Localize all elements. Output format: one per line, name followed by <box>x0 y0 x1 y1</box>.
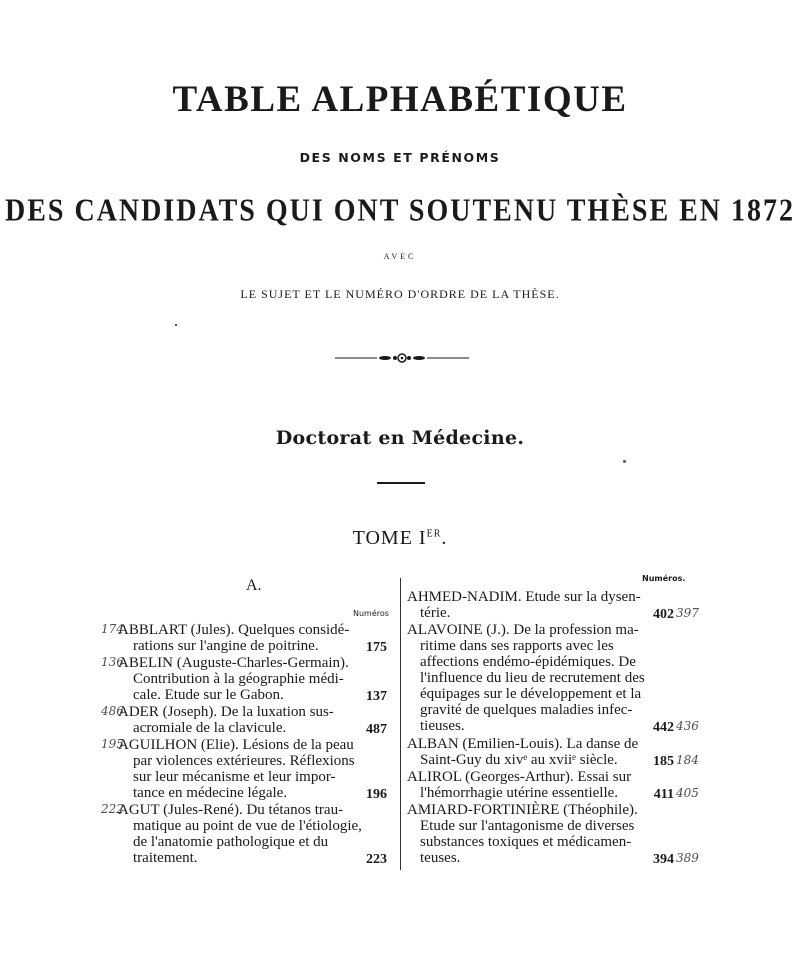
entry-line: tieuses. <box>420 718 465 734</box>
entry-line: ALBAN (Emilien-Louis). La danse de <box>407 736 639 752</box>
subtitle-names: DES NOMS ET PRÉNOMS <box>299 150 501 165</box>
thesis-number: 394 <box>653 852 674 867</box>
handwritten-number: 405 <box>676 786 699 800</box>
thesis-number: 175 <box>366 640 387 655</box>
entry-line: matique au point de vue de l'étiologie, <box>133 818 362 834</box>
handwritten-number: 174 <box>101 622 124 636</box>
thesis-number: 487 <box>366 722 387 737</box>
entry-line: affections endémo-épidémiques. De <box>420 654 636 670</box>
entry-line: cale. Etude sur le Gabon. <box>133 687 284 703</box>
entry-line: ADER (Joseph). De la luxation sus- <box>118 704 334 720</box>
entry-line: AGUILHON (Elie). Lésions de la peau <box>118 737 354 753</box>
entry-line: gravité de quelques maladies infec- <box>420 702 633 718</box>
entry-line: AGUT (Jules-René). Du tétanos trau- <box>118 802 344 818</box>
subject-line: LE SUJET ET LE NUMÉRO D'ORDRE DE LA THÈSE. <box>240 287 560 301</box>
print-dot <box>623 460 626 463</box>
entry-line: rations sur l'angine de poitrine. <box>133 638 319 654</box>
entry-line: l'hémorrhagie utérine essentielle. <box>420 785 619 801</box>
entry-line: ALAVOINE (J.). De la profession ma- <box>407 622 639 638</box>
thesis-number: 411 <box>653 787 674 802</box>
tome-superscript: ER <box>426 528 442 540</box>
column-divider <box>400 578 401 870</box>
entry-line: Contribution à la géographie médi- <box>133 671 344 687</box>
entry-line: sur leur mécanisme et leur impor- <box>133 769 336 785</box>
numeros-label-right: Numéros. <box>642 574 686 583</box>
thesis-number: 402 <box>653 607 674 622</box>
handwritten-number: 136 <box>101 655 124 669</box>
handwritten-number: 195 <box>101 737 124 751</box>
entry-line: AMIARD-FORTINIÈRE (Théophile). <box>407 802 638 818</box>
thesis-number: 442 <box>653 720 674 735</box>
thesis-number: 196 <box>366 787 387 802</box>
thesis-number: 137 <box>366 689 387 704</box>
handwritten-number: 184 <box>676 753 699 767</box>
ornament-divider <box>335 352 469 364</box>
entry-line: par violences extérieures. Réflexions <box>133 753 355 769</box>
entry-line: acromiale de la clavicule. <box>133 720 287 736</box>
tome-period: . <box>441 527 448 549</box>
avec-label: AVEC <box>383 252 417 261</box>
thesis-number: 223 <box>366 852 387 867</box>
tome-heading <box>0 527 800 550</box>
entry-line: de l'anatomie pathologique et du <box>133 834 329 850</box>
handwritten-number: 397 <box>676 606 699 620</box>
handwritten-number: 389 <box>676 851 699 865</box>
entry-line: térie. <box>420 605 451 621</box>
short-rule <box>377 482 425 484</box>
entry-line: ABBLART (Jules). Quelques considé- <box>118 622 350 638</box>
entry-line: teuses. <box>420 850 461 866</box>
numeros-label-left: Numéros <box>353 609 389 618</box>
entry-line: tance en médecine légale. <box>133 785 288 801</box>
entry-line: traitement. <box>133 850 198 866</box>
entry-line: l'influence du lieu de recrutement des <box>420 670 645 686</box>
entry-line: Saint-Guy du xivᵉ au xviiᵉ siècle. <box>420 752 618 768</box>
page-title: TABLE ALPHABÉTIQUE <box>172 79 628 120</box>
entry-line: AHMED-NADIM. Etude sur la dysen- <box>407 589 641 605</box>
letter-heading: A. <box>246 577 262 594</box>
tome-label: TOME I <box>352 527 427 549</box>
print-speck <box>175 324 177 326</box>
handwritten-number: 436 <box>676 719 699 733</box>
handwritten-number: 222 <box>101 802 124 816</box>
entry-line: équipages sur le développement et la <box>420 686 642 702</box>
entry-line: ritime dans ses rapports avec les <box>420 638 614 654</box>
section-title: Doctorat en Médecine. <box>275 427 525 449</box>
entry-line: Etude sur l'antagonisme de diverses <box>420 818 635 834</box>
handwritten-number: 486 <box>101 704 124 718</box>
entry-line: substances toxiques et médicamen- <box>420 834 632 850</box>
entry-line: ABELIN (Auguste-Charles-Germain). <box>118 655 349 671</box>
subtitle-candidates: DES CANDIDATS QUI ONT SOUTENU THÈSE EN 1872 <box>4 193 796 229</box>
thesis-number: 185 <box>653 754 674 769</box>
entry-line: ALIROL (Georges-Arthur). Essai sur <box>407 769 632 785</box>
